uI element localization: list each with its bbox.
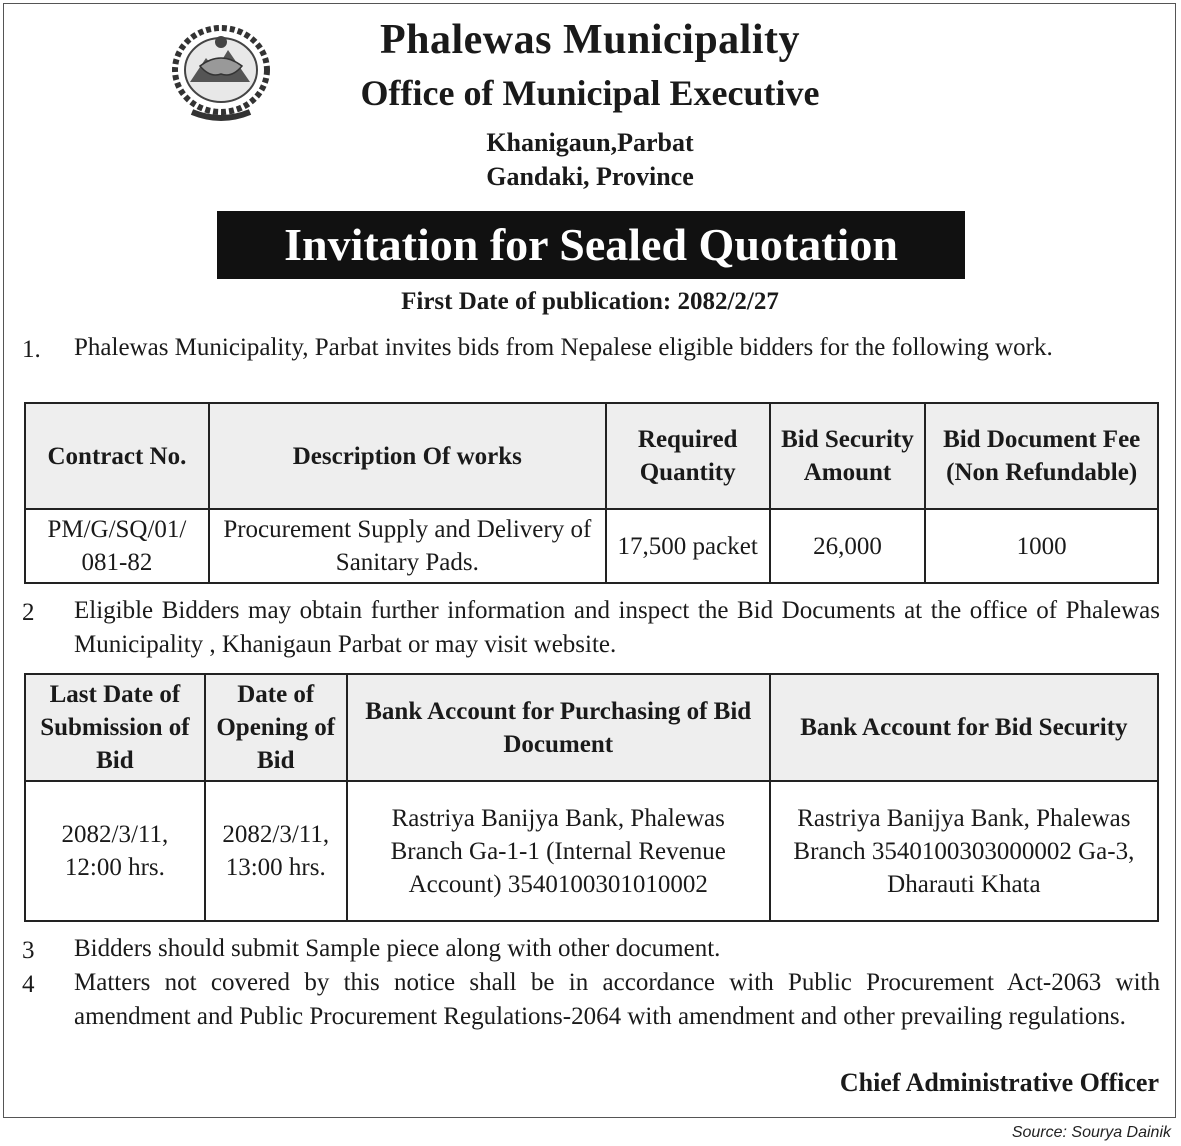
address-line-2: Gandaki, Province — [486, 162, 694, 191]
table-cell: 1000 — [925, 509, 1158, 583]
item-number: 2 — [22, 599, 35, 626]
item-number: 1. — [22, 336, 41, 363]
contract-table — [24, 402, 1159, 584]
table-header-cell: Date of Opening of Bid — [205, 674, 347, 781]
item-text: Bidders should submit Sample piece along with other document. — [74, 935, 721, 962]
table-row — [25, 781, 1158, 921]
address-line-1: Khanigaun,Parbat — [486, 128, 694, 157]
signature-title: Chief Administrative Officer — [839, 1068, 1159, 1097]
table-header-cell: Required Quantity — [606, 403, 770, 509]
table-header-cell: Contract No. — [25, 403, 209, 509]
table-cell: 26,000 — [770, 509, 926, 583]
table-cell: PM/G/SQ/01/ 081-82 — [25, 509, 209, 583]
table-header-cell: Bid Document Fee (Non Refundable) — [925, 403, 1158, 509]
org-name: Phalewas Municipality — [379, 17, 801, 63]
table-cell: 2082/3/11, 12:00 hrs. — [25, 781, 205, 921]
item-number: 3 — [22, 937, 35, 964]
item-text: Phalewas Municipality, Parbat invites bids from Nepalese eligible bidders for the following work. — [74, 334, 1053, 361]
table-cell: 2082/3/11, 13:00 hrs. — [205, 781, 347, 921]
nepal-emblem-icon — [162, 20, 280, 128]
item-number: 4 — [22, 971, 35, 998]
notice-title-banner: Invitation for Sealed Quotation — [217, 211, 965, 279]
table-header-row — [25, 674, 1158, 781]
table-header-cell: Bank Account for Purchasing of Bid Document — [347, 674, 770, 781]
bid-schedule-table — [24, 673, 1159, 922]
table-header-row — [25, 403, 1158, 509]
table-header-cell: Description Of works — [209, 403, 606, 509]
item-text: Eligible Bidders may obtain further information and inspect the Bid Documents at the office of Phalewas Municipality , Khanigaun Parbat or may visit website. — [74, 597, 1160, 658]
table-header-cell: Last Date of Submission of Bid — [25, 674, 205, 781]
item-text: Matters not covered by this notice shall be in accordance with Public Procurement Act-2063 with amendment and Public Procurement Regulations-2064 with amendment and other prevailing regulations. — [74, 969, 1160, 1030]
table-row — [25, 509, 1158, 583]
table-cell: Procurement Supply and Delivery of Sanitary Pads. — [209, 509, 606, 583]
table-cell: Rastriya Banijya Bank, Phalewas Branch Ga-1-1 (Internal Revenue Account) 3540100301010002 — [347, 781, 770, 921]
table-header-cell: Bid Security Amount — [770, 403, 926, 509]
office-name: Office of Municipal Executive — [360, 73, 820, 113]
table-cell: 17,500 packet — [606, 509, 770, 583]
table-cell: Rastriya Banijya Bank, Phalewas Branch 3540100303000002 Ga-3, Dharauti Khata — [770, 781, 1158, 921]
source-credit: Source: Sourya Dainik — [1011, 1124, 1171, 1141]
table-header-cell: Bank Account for Bid Security — [770, 674, 1158, 781]
publication-date: First Date of publication: 2082/2/27 — [401, 288, 779, 315]
